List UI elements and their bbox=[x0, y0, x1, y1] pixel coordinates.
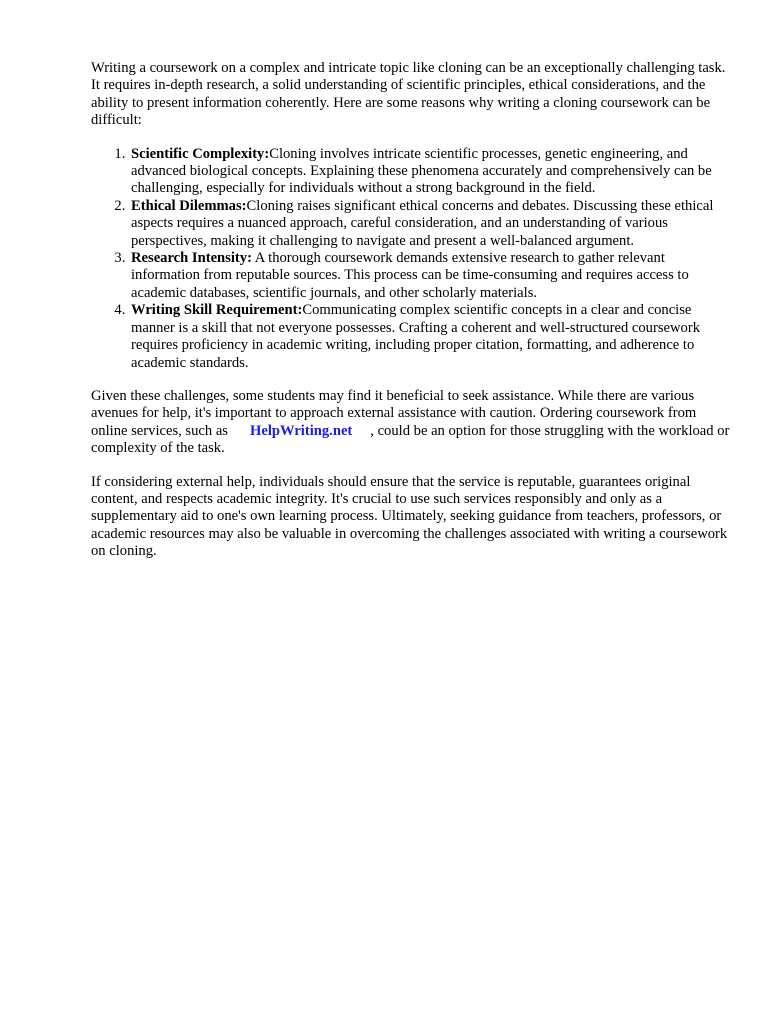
list-item-text: Cloning involves intricate scientific processes, genetic engineering, and advanced biological concepts. Explaining these phenomena accurately and comprehensively can be challenging, especially for individuals without a strong background in the field. bbox=[131, 145, 712, 197]
list-item bbox=[129, 250, 731, 302]
list-item bbox=[129, 198, 731, 250]
list-item-term: Ethical Dilemmas: bbox=[131, 197, 247, 214]
list-item-term: Research Intensity: bbox=[131, 250, 252, 267]
list-item-text: Cloning raises significant ethical concerns and debates. Discussing these ethical aspects requires a nuanced approach, careful consideration, and an understanding of various perspectives, making it challenging to navigate and present a well-balanced argument. bbox=[131, 197, 714, 249]
list-item-term: Writing Skill Requirement: bbox=[131, 302, 303, 319]
document-page bbox=[91, 60, 731, 561]
list-item-term: Scientific Complexity: bbox=[131, 145, 270, 162]
list-item-text: Communicating complex scientific concepts in a clear and concise manner is a skill that not everyone possesses. Crafting a coherent and well-structured coursework requires proficiency in academic writing, including proper citation, formatting, and adherence to academic standards. bbox=[131, 302, 700, 371]
list-item bbox=[129, 302, 731, 372]
assistance-text-after: , could be an option for those struggling with the workload or complexity of the task. bbox=[91, 422, 730, 457]
reasons-list bbox=[91, 146, 731, 372]
external-help-paragraph: If considering external help, individuals should ensure that the service is reputable, guarantees original content, and respects academic integrity. It's crucial to use such services responsibly and only as a supplementary aid to one's own learning process. Ultimately, seeking guidance from teachers, professors, or academic resources may also be valuable in overcoming the challenges associated with writing a coursework on cloning. bbox=[91, 473, 728, 560]
intro-paragraph: Writing a coursework on a complex and intricate topic like cloning can be an exceptionally challenging task. It requires in-depth research, a solid understanding of scientific principles, ethical considerations, and the ability to present information coherently. Here are some reasons why writing a cloning coursework can be difficult: bbox=[91, 60, 726, 129]
helpwriting-link[interactable]: HelpWriting.net bbox=[249, 422, 353, 439]
list-item-text: A thorough coursework demands extensive research to gather relevant information from reputable sources. This process can be time-consuming and requires access to academic databases, scientific journals, and other scholarly materials. bbox=[131, 250, 689, 301]
list-item bbox=[129, 146, 731, 198]
assistance-paragraph bbox=[91, 388, 731, 458]
assistance-text-before: Given these challenges, some students may find it beneficial to seek assistance. While there are various avenues for help, it's important to approach external assistance with caution. Ordering coursework from online services, such as bbox=[91, 387, 697, 439]
